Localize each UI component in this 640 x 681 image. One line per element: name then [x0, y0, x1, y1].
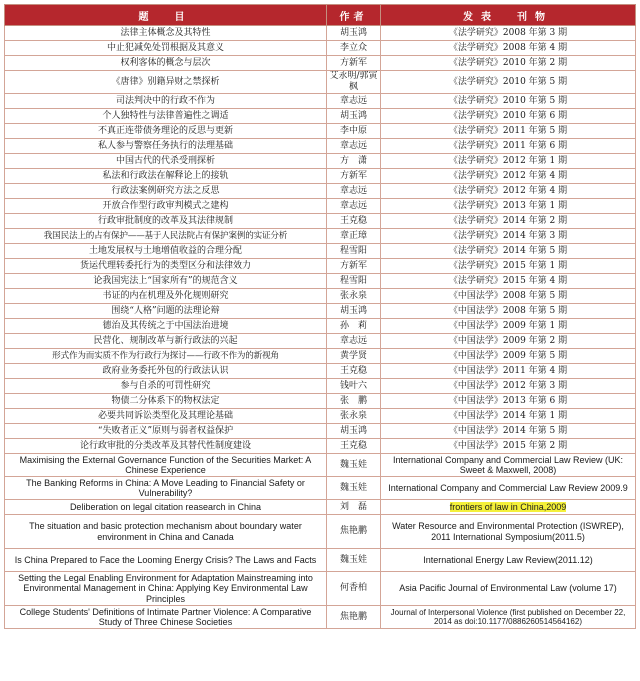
row-publication: 《中国法学》2008 年第 5 期 [381, 289, 636, 304]
row-publication: 《法学研究》2014 年第 3 期 [381, 229, 636, 244]
row-title: 围绕“人格”问题的法理论辩 [5, 304, 327, 319]
row-author: 章志远 [327, 334, 381, 349]
table-row [5, 244, 636, 259]
row-author: 王克稳 [327, 364, 381, 379]
row-author: 李中原 [327, 124, 381, 139]
row-author: 艾永明/郭寅枫 [327, 71, 381, 94]
table-row [5, 56, 636, 71]
row-author: 李立众 [327, 41, 381, 56]
row-title: 我国民法上的占有保护——基于人民法院占有保护案例的实证分析 [5, 229, 327, 244]
row-author: 魏玉娃 [327, 477, 381, 500]
row-publication: 《法学研究》2011 年第 6 期 [381, 139, 636, 154]
row-author: 章志远 [327, 199, 381, 214]
table-row [5, 394, 636, 409]
row-author: 何香柏 [327, 572, 381, 606]
row-title: The Banking Reforms in China: A Move Leading to Financial Safety or Vulnerability? [5, 477, 327, 500]
row-publication: 《法学研究》2014 年第 5 期 [381, 244, 636, 259]
row-author: 程雪阳 [327, 274, 381, 289]
row-publication: 《中国法学》2014 年第 5 期 [381, 424, 636, 439]
row-title: 书证的内在机理及外化规则研究 [5, 289, 327, 304]
row-title: 论行政审批的分类改革及其替代性制度建设 [5, 439, 327, 454]
row-publication: International Company and Commercial Law Review (UK: Sweet & Maxwell, 2008) [381, 454, 636, 477]
table-row [5, 379, 636, 394]
row-title: Deliberation on legal citation reasearch in China [5, 500, 327, 515]
row-publication: 《法学研究》2012 年第 4 期 [381, 184, 636, 199]
row-author: 方新军 [327, 259, 381, 274]
header-author: 作者 [327, 5, 381, 26]
row-author: 王克稳 [327, 439, 381, 454]
row-author: 章志远 [327, 184, 381, 199]
table-row [5, 154, 636, 169]
publication-table [4, 4, 636, 629]
row-author: 章志远 [327, 139, 381, 154]
row-author: 王克稳 [327, 214, 381, 229]
row-publication: 《法学研究》2013 年第 1 期 [381, 199, 636, 214]
row-publication: Water Resource and Environmental Protection (ISWREP), 2011 International Symposium(2011.5) [381, 515, 636, 549]
row-publication: International Company and Commercial Law Review 2009.9 [381, 477, 636, 500]
row-publication: 《法学研究》2015 年第 4 期 [381, 274, 636, 289]
table-row [5, 214, 636, 229]
row-author: 魏玉娃 [327, 454, 381, 477]
row-title: 不真正连带债务理论的反思与更新 [5, 124, 327, 139]
row-title: 德治及其传统之于中国法治进境 [5, 319, 327, 334]
row-title: 参与自杀的可罚性研究 [5, 379, 327, 394]
row-title: 法律主体概念及其特性 [5, 26, 327, 41]
row-title: 私法和行政法在解释论上的接轨 [5, 169, 327, 184]
table-row [5, 606, 636, 629]
row-author: 钱叶六 [327, 379, 381, 394]
row-author: 胡玉鸿 [327, 304, 381, 319]
row-publication: 《法学研究》2008 年第 4 期 [381, 41, 636, 56]
table-row [5, 259, 636, 274]
table-row [5, 26, 636, 41]
table-row [5, 319, 636, 334]
row-author: 方新军 [327, 169, 381, 184]
row-publication: 《法学研究》2012 年第 1 期 [381, 154, 636, 169]
row-author: 黄学贤 [327, 349, 381, 364]
row-title: Is China Prepared to Face the Looming Energy Crisis? The Laws and Facts [5, 549, 327, 572]
row-author: 章志远 [327, 94, 381, 109]
row-publication: 《中国法学》2009 年第 2 期 [381, 334, 636, 349]
table-row [5, 334, 636, 349]
row-author: 魏玉娃 [327, 549, 381, 572]
row-title: College Students' Definitions of Intimate Partner Violence: A Comparative Study of Three Chinese Societies [5, 606, 327, 629]
table-row [5, 409, 636, 424]
table-row [5, 424, 636, 439]
row-title: 个人独特性与法律普遍性之调适 [5, 109, 327, 124]
row-publication: 《法学研究》2010 年第 6 期 [381, 109, 636, 124]
row-publication: 《法学研究》2010 年第 5 期 [381, 71, 636, 94]
highlighted-publication: frontiers of law in China,2009 [449, 501, 567, 512]
table-row [5, 41, 636, 56]
row-title: 中止犯减免处罚根据及其意义 [5, 41, 327, 56]
row-title: 行政法案例研究方法之反思 [5, 184, 327, 199]
row-author: 张 鹏 [327, 394, 381, 409]
row-title: 开放合作型行政审判模式之建构 [5, 199, 327, 214]
row-title: Maximising the External Governance Function of the Securities Market: A Chinese Experience [5, 454, 327, 477]
row-publication: 《法学研究》2011 年第 5 期 [381, 124, 636, 139]
row-author: 程雪阳 [327, 244, 381, 259]
row-publication: 《法学研究》2012 年第 4 期 [381, 169, 636, 184]
table-row [5, 439, 636, 454]
row-author: 焦艳鹏 [327, 606, 381, 629]
row-author: 刘 磊 [327, 500, 381, 515]
table-row [5, 477, 636, 500]
row-publication: 《中国法学》2013 年第 6 期 [381, 394, 636, 409]
table-row [5, 515, 636, 549]
row-publication: 《中国法学》2008 年第 5 期 [381, 304, 636, 319]
row-publication [381, 500, 636, 515]
table-row [5, 139, 636, 154]
row-author: 张永泉 [327, 289, 381, 304]
table-row [5, 199, 636, 214]
row-author: 胡玉鸿 [327, 109, 381, 124]
row-publication: 《法学研究》2008 年第 3 期 [381, 26, 636, 41]
row-title: 货运代理转委托行为的类型区分和法律效力 [5, 259, 327, 274]
row-title: 必要共同诉讼类型化及其理论基础 [5, 409, 327, 424]
row-author: 方新军 [327, 56, 381, 71]
table-row [5, 169, 636, 184]
table-row [5, 454, 636, 477]
row-title: 形式作为而实质不作为行政行为探讨——行政不作为的新视角 [5, 349, 327, 364]
row-title: 政府业务委托外包的行政法认识 [5, 364, 327, 379]
row-publication: 《中国法学》2012 年第 3 期 [381, 379, 636, 394]
row-publication: 《中国法学》2009 年第 5 期 [381, 349, 636, 364]
row-publication: 《中国法学》2011 年第 4 期 [381, 364, 636, 379]
row-title: 物债二分体系下的物权法定 [5, 394, 327, 409]
table-row [5, 349, 636, 364]
table-row [5, 364, 636, 379]
row-title: The situation and basic protection mechanism about boundary water environment in China and Canada [5, 515, 327, 549]
row-publication: 《中国法学》2009 年第 1 期 [381, 319, 636, 334]
table-row [5, 572, 636, 606]
header-title: 题 目 [5, 5, 327, 26]
row-author: 方 潇 [327, 154, 381, 169]
row-publication: 《法学研究》2014 年第 2 期 [381, 214, 636, 229]
row-title: 私人参与警察任务执行的法理基础 [5, 139, 327, 154]
row-title: 民营化、规制改革与新行政法的兴起 [5, 334, 327, 349]
row-title: “失败者正义”原则与弱者权益保护 [5, 424, 327, 439]
row-title: 权利客体的概念与层次 [5, 56, 327, 71]
row-author: 章正璋 [327, 229, 381, 244]
table-row [5, 274, 636, 289]
table-row [5, 109, 636, 124]
header-publication: 发表 刊物 [381, 5, 636, 26]
table-row [5, 549, 636, 572]
header-row [5, 5, 636, 26]
row-author: 胡玉鸿 [327, 26, 381, 41]
table-row [5, 184, 636, 199]
table-row [5, 94, 636, 109]
row-publication: 《中国法学》2014 年第 1 期 [381, 409, 636, 424]
row-author: 胡玉鸿 [327, 424, 381, 439]
row-title: Setting the Legal Enabling Environment for Adaptation Mainstreaming into Environmental Management in China: Applying Key Environmental Law Principles [5, 572, 327, 606]
row-title: 中国古代的代杀受刑探析 [5, 154, 327, 169]
row-publication: International Energy Law Review(2011.12) [381, 549, 636, 572]
row-publication: 《法学研究》2015 年第 1 期 [381, 259, 636, 274]
row-author: 焦艳鹏 [327, 515, 381, 549]
row-title: 土地发展权与土地增值收益的合理分配 [5, 244, 327, 259]
table-row [5, 500, 636, 515]
table-row [5, 289, 636, 304]
row-publication: Asia Pacific Journal of Environmental Law (volume 17) [381, 572, 636, 606]
table-row [5, 304, 636, 319]
table-row [5, 124, 636, 139]
table-row [5, 229, 636, 244]
row-author: 张永泉 [327, 409, 381, 424]
table-row [5, 71, 636, 94]
row-title: 论我国宪法上“国家所有”的规范含义 [5, 274, 327, 289]
row-publication: 《法学研究》2010 年第 5 期 [381, 94, 636, 109]
row-publication: 《法学研究》2010 年第 2 期 [381, 56, 636, 71]
row-publication: 《中国法学》2015 年第 2 期 [381, 439, 636, 454]
row-title: 司法判决中的行政不作为 [5, 94, 327, 109]
row-title: 《唐律》别籍异财之禁探析 [5, 71, 327, 94]
row-publication: Journal of Interpersonal Violence (first published on December 22, 2014 as doi:10.1177/0886260514564162) [381, 606, 636, 629]
row-author: 孙 莉 [327, 319, 381, 334]
row-title: 行政审批制度的改革及其法律规制 [5, 214, 327, 229]
